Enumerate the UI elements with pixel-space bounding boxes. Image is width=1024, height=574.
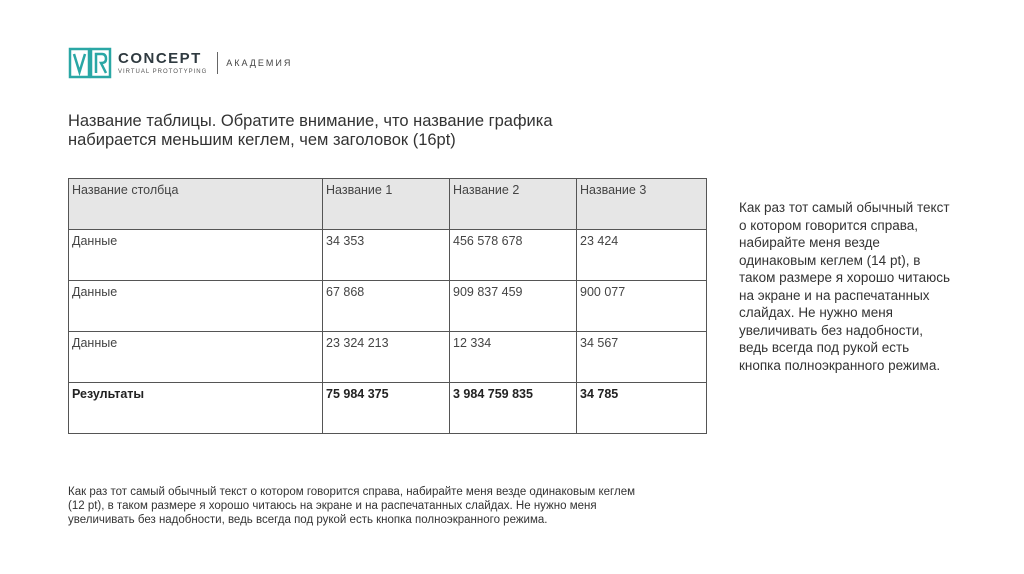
table-row bbox=[69, 332, 707, 383]
total-cell: Результаты bbox=[69, 383, 323, 434]
table-cell: 67 868 bbox=[323, 281, 450, 332]
header-cell: Название 1 bbox=[323, 179, 450, 230]
side-text-line: таком размере я хорошо читаюсь bbox=[739, 270, 951, 285]
side-text-line: одинаковым кеглем (14 pt), в bbox=[739, 252, 921, 268]
table-cell: 900 077 bbox=[577, 281, 707, 332]
vr-logo-icon bbox=[68, 47, 112, 79]
total-cell: 34 785 bbox=[577, 383, 707, 434]
logo-text bbox=[118, 51, 207, 76]
side-text bbox=[739, 199, 979, 374]
bottom-text bbox=[68, 485, 728, 527]
table-cell: 23 324 213 bbox=[323, 332, 450, 383]
bottom-text-line: Как раз тот самый обычный текст о котором говорится справа, набирайте меня везде одинаковым кеглем bbox=[68, 486, 635, 498]
logo-brand: CONCEPT bbox=[118, 49, 202, 67]
table-total-row bbox=[69, 383, 707, 434]
logo-academy: АКАДЕМИЯ bbox=[226, 58, 293, 68]
total-cell: 75 984 375 bbox=[323, 383, 450, 434]
logo-subtitle: VIRTUAL PROTOTYPING bbox=[118, 68, 208, 75]
table-row bbox=[69, 230, 707, 281]
table-cell: Данные bbox=[69, 332, 323, 383]
table-title bbox=[68, 112, 628, 150]
table-cell: 34 567 bbox=[577, 332, 707, 383]
data-table bbox=[68, 178, 707, 434]
logo-divider bbox=[217, 52, 218, 74]
side-text-line: кнопка полноэкранного режима. bbox=[739, 357, 941, 373]
side-text-line: слайдах. Не нужно меня bbox=[739, 305, 893, 320]
side-text-line: ведь всегда под рукой есть bbox=[739, 340, 910, 355]
side-text-line: о котором говорится справа, bbox=[739, 217, 919, 233]
table-cell: Данные bbox=[69, 281, 323, 332]
table-cell: 456 578 678 bbox=[450, 230, 577, 281]
table-row bbox=[69, 281, 707, 332]
side-text-line: увеличивать без надобности, bbox=[739, 322, 924, 338]
title-line: набирается меньшим кеглем, чем заголовок (16pt) bbox=[68, 131, 456, 149]
total-cell: 3 984 759 835 bbox=[450, 383, 577, 434]
title-line: Название таблицы. Обратите внимание, что название графика bbox=[68, 112, 553, 130]
table-cell: 12 334 bbox=[450, 332, 577, 383]
side-text-line: набирайте меня везде bbox=[739, 235, 880, 250]
header-cell: Название 2 bbox=[450, 179, 577, 230]
table-cell: 23 424 bbox=[577, 230, 707, 281]
logo bbox=[68, 47, 292, 79]
table-cell: Данные bbox=[69, 230, 323, 281]
table-header-row bbox=[69, 179, 707, 230]
bottom-text-line: увеличивать без надобности, ведь всегда под рукой есть кнопка полноэкранного режима. bbox=[68, 514, 548, 526]
side-text-line: Как раз тот самый обычный текст bbox=[739, 200, 950, 215]
side-text-line: на экране и на распечатанных bbox=[739, 287, 930, 303]
bottom-text-line: (12 pt), в таком размере я хорошо читаюсь на экране и на распечатанных слайдах. Не нужно меня bbox=[68, 500, 597, 512]
table-cell: 909 837 459 bbox=[450, 281, 577, 332]
header-cell: Название столбца bbox=[69, 179, 323, 230]
table-cell: 34 353 bbox=[323, 230, 450, 281]
header-cell: Название 3 bbox=[577, 179, 707, 230]
